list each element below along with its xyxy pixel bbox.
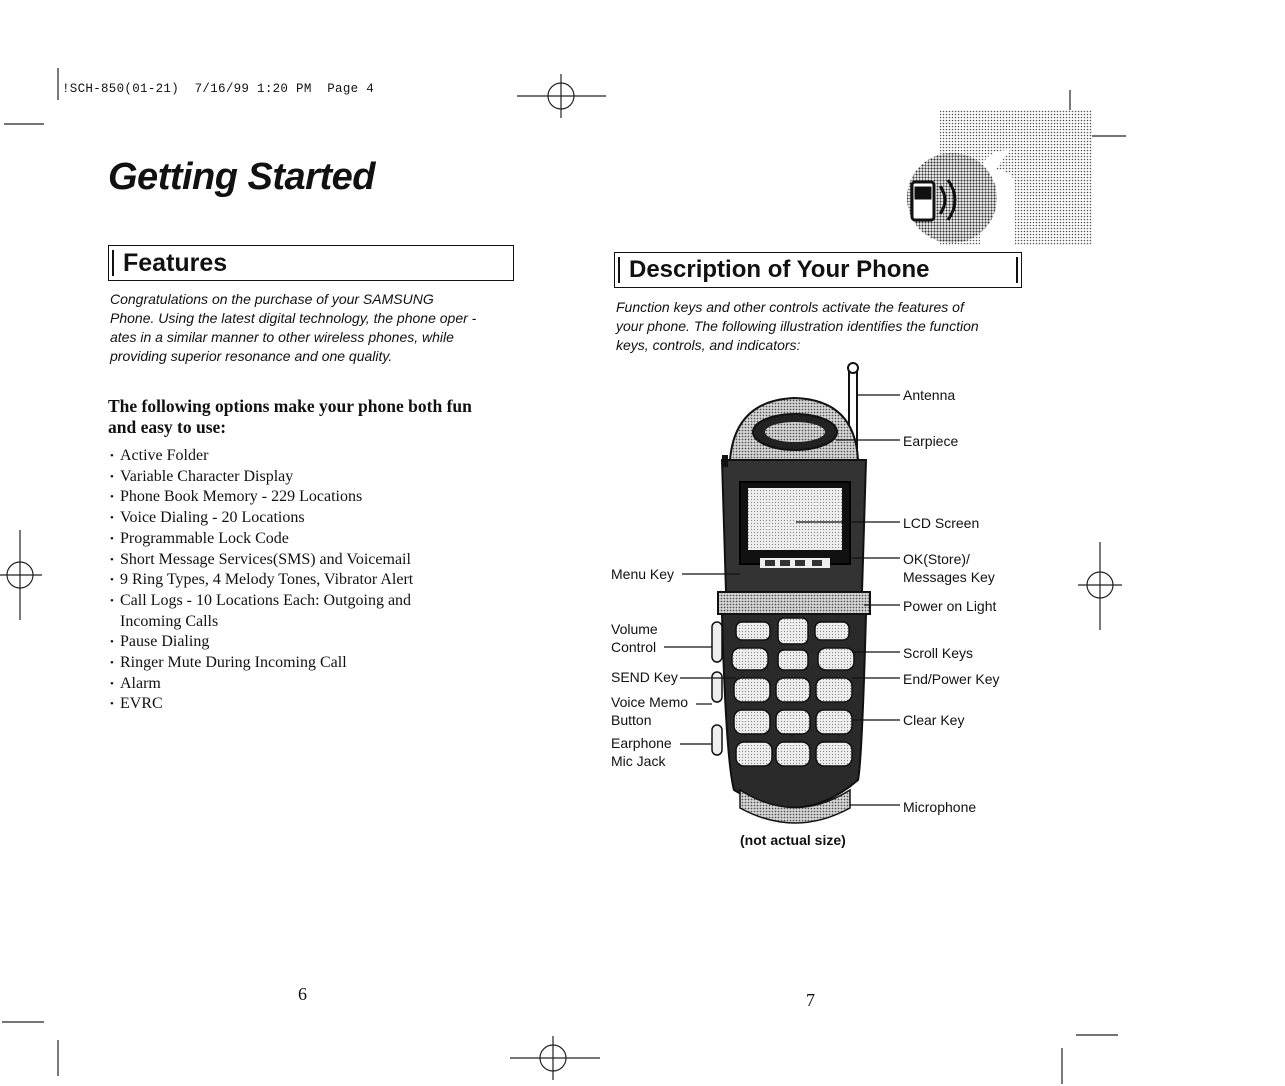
page-number-right: 7 [806, 990, 815, 1010]
print-slug: !SCH-850(01-21) 7/16/99 1:20 PM Page 4 [62, 82, 375, 96]
options-heading: The following options make your phone both fun and easy to use: [108, 396, 472, 437]
callout-earpiece: Earpiece [903, 433, 959, 449]
registration-mark-right [1078, 542, 1122, 630]
illustration-caption: (not actual size) [740, 832, 846, 848]
list-item: • Voice Dialing - 20 Locations [110, 508, 490, 529]
intro-line: keys, controls, and indicators: [616, 337, 801, 353]
callout-voice-memo-button: Voice Memo Button [611, 694, 689, 728]
callout-send-key: SEND Key [611, 669, 678, 685]
intro-line: providing superior resonance and one quality. [110, 348, 393, 364]
callout-ok-store-messages-key: OK(Store)/ Messages Key [903, 551, 995, 585]
callout-scroll-keys: Scroll Keys [903, 645, 974, 661]
registration-mark-bottom [510, 1036, 600, 1080]
callout-power-on-light: Power on Light [903, 598, 997, 614]
list-item: • EVRC [110, 694, 490, 715]
keypad [732, 618, 854, 766]
features-heading: Features [108, 245, 514, 281]
hinge [718, 592, 870, 614]
list-item: • Active Folder [110, 446, 490, 467]
callout-menu-key: Menu Key [611, 566, 675, 582]
features-list [110, 446, 490, 715]
features-intro [110, 290, 520, 366]
callout-earphone-mic-jack: Earphone Mic Jack [611, 735, 672, 769]
intro-line: ates in a similar manner to other wireless phones, while [110, 329, 454, 345]
callout-lcd-screen: LCD Screen [903, 515, 980, 531]
intro-line: Function keys and other controls activate the features of [616, 299, 964, 315]
list-item: • Pause Dialing [110, 632, 490, 653]
list-item: • Ringer Mute During Incoming Call [110, 653, 490, 674]
callout-microphone: Microphone [903, 799, 977, 815]
section-title: Getting Started [108, 156, 375, 198]
list-item: • 9 Ring Types, 4 Melody Tones, Vibrator Alert [110, 570, 490, 591]
description-intro [616, 298, 1036, 355]
callout-end-power-key: End/Power Key [903, 671, 1000, 687]
section-tab-graphic [900, 110, 1092, 245]
intro-line: Congratulations on the purchase of your SAMSUNG [110, 291, 434, 307]
list-item: • Phone Book Memory - 229 Locations [110, 487, 490, 508]
list-item: • Alarm [110, 674, 490, 695]
list-item: • Programmable Lock Code [110, 529, 490, 550]
description-heading: Description of Your Phone [614, 252, 1022, 288]
list-item: • Variable Character Display [110, 467, 490, 488]
intro-line: your phone. The following illustration identifies the function [616, 318, 979, 334]
page-number-left: 6 [298, 984, 307, 1004]
callout-volume-control: Volume Control [611, 621, 658, 655]
registration-mark-top [517, 74, 606, 118]
list-item: • Short Message Services(SMS) and Voicemail [110, 550, 490, 571]
list-item: • Call Logs - 10 Locations Each: Outgoing and Incoming Calls [110, 591, 450, 632]
callout-clear-key: Clear Key [903, 712, 965, 728]
intro-line: Phone. Using the latest digital technology, the phone oper - [110, 310, 477, 326]
callout-antenna: Antenna [903, 387, 956, 403]
registration-mark-left [0, 530, 42, 620]
